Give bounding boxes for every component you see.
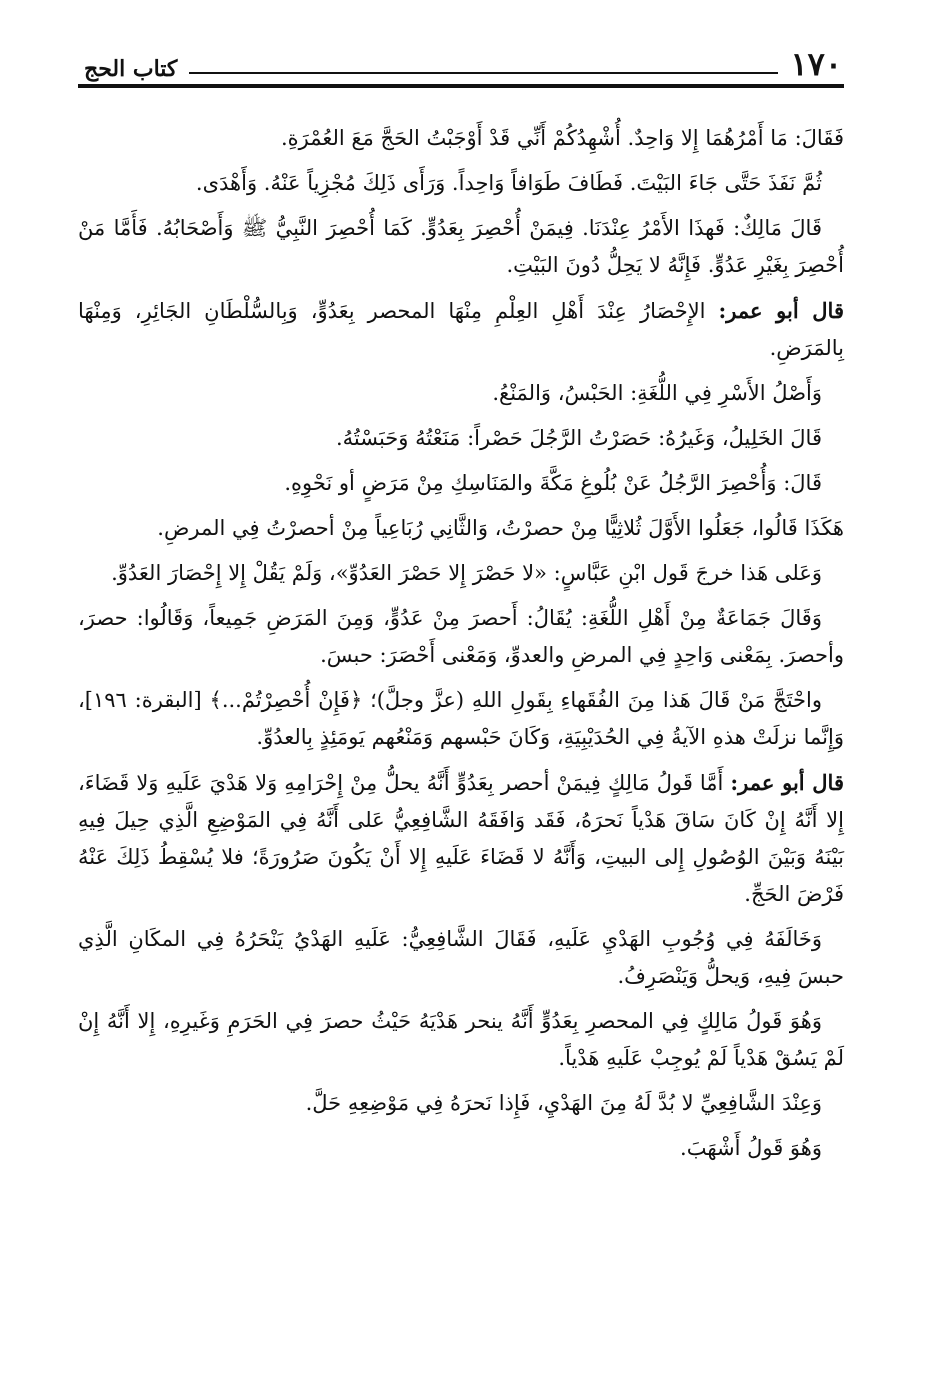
paragraph: ثُمَّ نَفَذَ حَتَّى جَاءَ البَيْتَ. فَطَافَ طَوَافاً وَاحِداً. وَرَأَى ذَلِكَ مُجْزِياً عَنْهُ. وَأَهْدَى.	[195, 171, 822, 195]
paragraph: قال أبو عمر: أَمَّا قَولُ مَالِكٍ فِيمَنْ أحصر بِعَدُوٍّ أَنَّهُ يحلُّ مِنْ إِحْرَامِهِ وَلا هَدْيَ عَلَيهِ وَلا قَضَاءَ، إِلا أَنَّهُ إِنْ كَانَ سَاقَ هَدْياً نَحرَهُ، فَقَد وَافَقَهُ الشَّافِعِيُّ عَلى أَنَّهُ فِي المَوْضِعِ الَّذِي حِيلَ فِيهِ بَيْنَهُ وَبَيْنَ الوُصُولِ إِلى البيتِ، وَأَنَّهُ لا قَضَاءَ عَلَيهِ إِلا أَنْ يَكُونَ صَرُورَةً؛ فلا يُسْقِطُ ذَلِكَ عَنْهُ فَرْضَ الحَجِّ.	[78, 770, 844, 906]
paragraph: وَقَالَ جَمَاعَةٌ مِنْ أَهْلِ اللُّغَةِ: يُقَالُ: أَحصرَ مِنْ عَدُوٍّ، وَمِنَ المَرَضِ جَمِيعاً، وَقَالُوا: حصرَ، وأحصرَ. بِمَعْنى وَاحِدٍ فِي المرضِ والعدوِّ، وَمَعْنى أَحْصَرَ: حبسَ.	[78, 606, 844, 667]
paragraph: قَالَ مَالِكٌ: فَهذَا الأَمْرُ عِنْدَنَا. فِيمَنْ أُحْصِرَ بِعَدُوٍّ. كَمَا أُحْصِرَ النَّبِيُّ ﷺ وَأَصْحَابُهُ. فَأَمَّا مَنْ أُحْصِرَ بِغَيْرِ عَدُوٍّ. فَإِنَّهُ لا يَحِلُّ دُونَ البَيْتِ.	[78, 216, 844, 277]
page-number: ١٧٠	[790, 45, 842, 83]
paragraph: وَخَالَفَهُ فِي وُجُوبِ الهَدْيِ عَلَيهِ، فَقَالَ الشَّافِعِيُّ: عَلَيهِ الهَدْيُ يَنْحَرُهُ فِي المكَانِ الَّذِي حبسَ فِيهِ، وَيحلُّ وَيَنْصَرِفُ.	[78, 927, 844, 988]
paragraph: فَقَالَ: مَا أَمْرُهُمَا إِلا وَاحِدٌ. أُشْهِدُكُمْ أَنِّي قَدْ أَوْجَبْتُ الحَجَّ مَعَ العُمْرَةِ.	[280, 126, 844, 150]
paragraph: هَكَذَا قَالُوا، جَعَلُوا الأَوَّلَ ثُلاثِيًّا مِنْ حصرْتُ، وَالثَّانِي رُبَاعِياً مِنْ أحصرْتُ فِي المرضِ.	[157, 516, 844, 540]
page-header	[78, 40, 844, 88]
header-rule	[189, 72, 778, 74]
paragraph: واحْتَجَّ مَنْ قَالَ هَذا مِنَ الفُقَهاءِ بِقَولِ اللهِ (عزَّ وجلَّ)؛ ﴿فَإِنْ أُحْصِرْتُمْ...﴾ [البقرة: ١٩٦]، وَإِنَّما نزلَتْ هذهِ الآيةُ فِي الحُدَيْبِيَةِ، وَكَانَ حَبْسهم وَمَنْعُهم يَومَئِذٍ بِالعدُوِّ.	[78, 688, 844, 749]
paragraph: وَعَلى هَذا خرجَ قَول ابْنِ عَبَّاسٍ: «لا حَصْرَ إِلا حَصْرَ العَدُوِّ»، وَلَمْ يَقُلْ إِلا إِحْصَارَ العَدُوِّ.	[111, 561, 822, 585]
paragraph: وَهُوَ قَولُ أَشْهَبَ.	[680, 1136, 822, 1160]
page-body	[78, 120, 844, 1167]
paragraph: وَعِنْدَ الشَّافِعِيِّ لا بُدَّ لَهُ مِنَ الهَدْيِ، فَإِذا نَحرَهُ فِي مَوْضِعِهِ حَلَّ.	[305, 1091, 822, 1115]
paragraph: قَالَ الخَلِيلُ، وَغَيرُهُ: حَصَرْتُ الرَّجُلَ حَصْراً: مَنَعْتُهُ وَحَبَسْتُهُ.	[335, 426, 822, 450]
paragraph: وَأَصْلُ الأَسْرِ فِي اللُّغَةِ: الحَبْسُ، وَالمَنْعُ.	[492, 381, 822, 405]
paragraph-lead: قال أبو عمر:	[730, 770, 844, 795]
paragraph: قَالَ: وَأُحْصِرَ الرَّجُلُ عَنْ بُلُوغِ مَكَّةَ والمَنَاسِكِ مِنْ مَرَضٍ أو نَحْوِهِ.	[284, 471, 822, 495]
paragraph-lead: قال أبو عمر:	[718, 298, 844, 323]
paragraph: وَهُوَ قَولُ مَالِكٍ فِي المحصرِ بِعَدُوٍّ أَنَّهُ ينحر هَدْيَهُ حَيْثُ حصرَ فِي الحَرَمِ وَغَيرِهِ، إِلا أَنَّهُ إِنْ لَمْ يَسُقْ هَدْياً لَمْ يُوجِبْ عَلَيهِ هَدْياً.	[78, 1009, 844, 1070]
paragraph: قال أبو عمر: الإِحْصَارُ عِنْدَ أَهْلِ العِلْمِ مِنْهَا المحصر بِعَدُوٍّ، وَبِالسُّلْطَانِ الجَائِرِ، وَمِنْهَا بِالمَرَضِ.	[78, 298, 844, 360]
book-title: كتاب الحج	[84, 56, 178, 82]
